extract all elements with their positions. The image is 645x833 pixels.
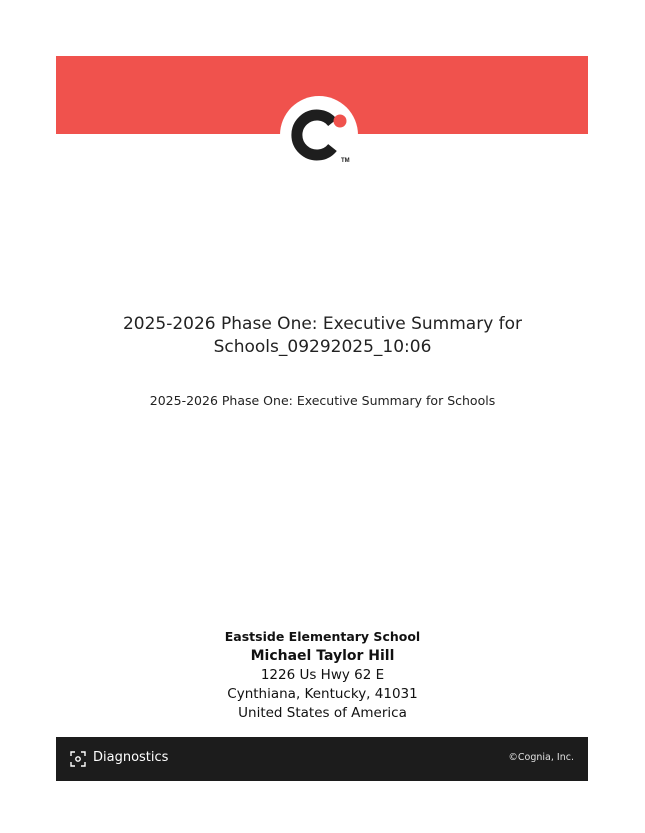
footer-bar [56,737,588,781]
school-name: Eastside Elementary School [224,629,421,644]
title-line-1: 2025-2026 Phase One: Executive Summary for [122,314,523,334]
footer-copyright: ©Cognia, Inc. [508,752,574,763]
title-line-2: Schools_09292025_10:06 [213,337,432,357]
footer-brand: Diagnostics [93,750,169,765]
diagnostics-icon [70,751,86,767]
address-block [0,627,645,723]
person-name: Michael Taylor Hill [250,648,395,664]
street-address: 1226 Us Hwy 62 E [260,667,385,683]
trademark-label: TM [341,158,350,164]
city-state-zip: Cynthiana, Kentucky, 41031 [227,686,418,702]
country: United States of America [238,705,407,721]
document-title [0,313,645,359]
document-subtitle: 2025-2026 Phase One: Executive Summary for Schools [149,393,496,408]
